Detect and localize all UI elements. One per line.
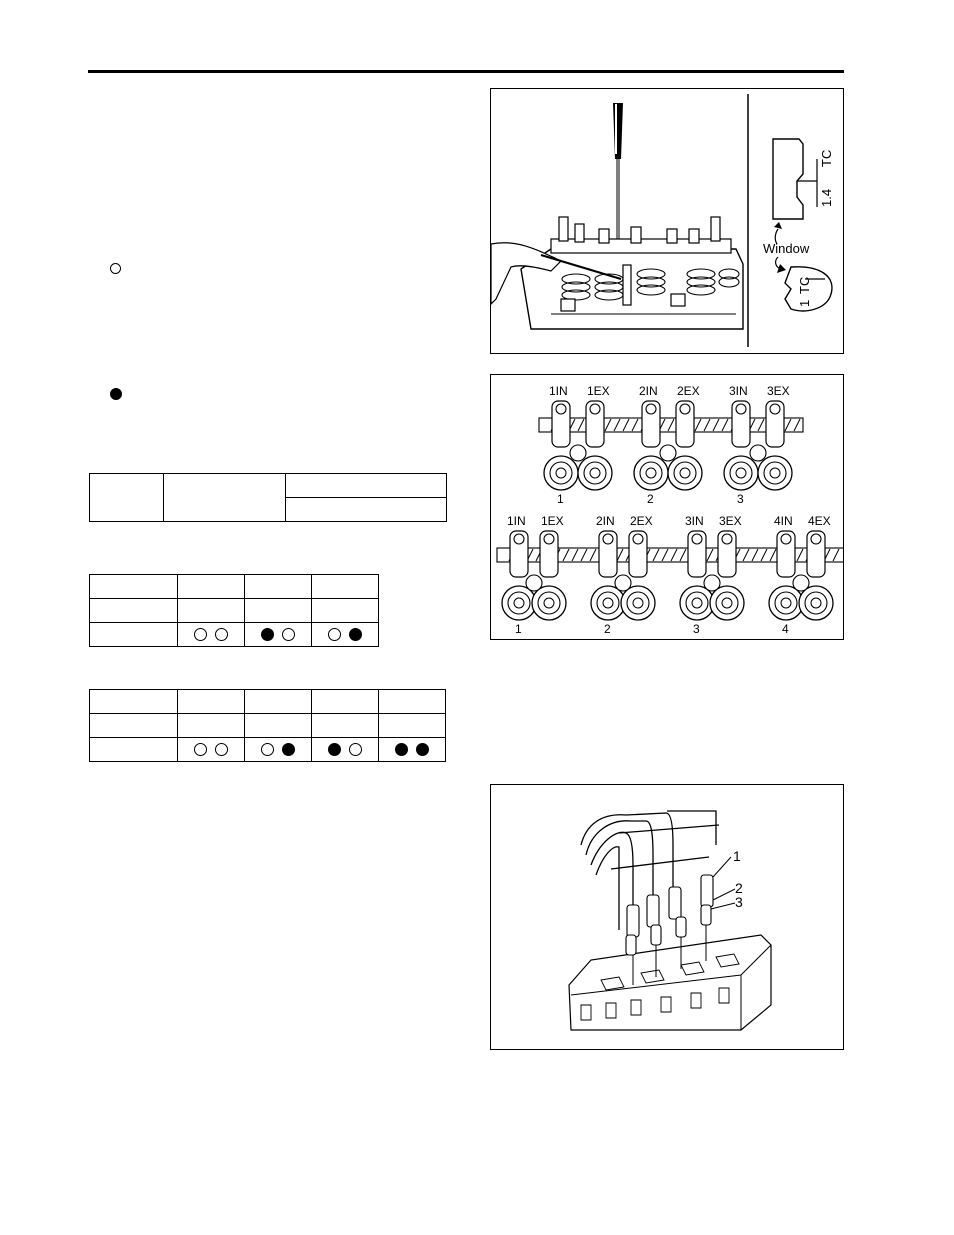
- tc-label: TC: [819, 149, 834, 167]
- valve-stem: [770, 468, 780, 478]
- valve-label: 3EX: [719, 514, 742, 528]
- cylinder-number: 3: [737, 492, 744, 506]
- four-cylinder-valve-table: [89, 689, 446, 762]
- table-cell: [245, 599, 312, 623]
- figure-timing-check: [490, 88, 844, 354]
- adjuster-screw: [590, 404, 600, 414]
- open-circle-icon: [349, 743, 362, 756]
- table-cell: [90, 690, 178, 714]
- figure-rocker-layout: [490, 374, 844, 640]
- filled-circle-icon: [416, 743, 429, 756]
- callout-label: 2: [735, 880, 743, 896]
- cylinder-number: 4: [782, 622, 789, 636]
- cylinder-one-label: 1: [797, 299, 812, 307]
- valve-stem: [633, 598, 643, 608]
- table-cell: [379, 714, 446, 738]
- valve-label: 1EX: [587, 384, 610, 398]
- valve-label: 1EX: [541, 514, 564, 528]
- cylinder-number: 2: [604, 622, 611, 636]
- spec-cell: [286, 474, 447, 498]
- callout-label: 1: [733, 848, 741, 864]
- valve-label: 1IN: [549, 384, 568, 398]
- valve-stem: [692, 598, 702, 608]
- table-cell: [90, 738, 178, 762]
- valve-label: 2EX: [677, 384, 700, 398]
- adjuster-screw: [556, 404, 566, 414]
- table-cell: [379, 690, 446, 714]
- mark-cell: [312, 738, 379, 762]
- valve-stem: [603, 598, 613, 608]
- table-cell: [90, 714, 178, 738]
- open-circle-icon: [194, 628, 207, 641]
- valve-stem: [736, 468, 746, 478]
- three-cylinder-valve-table: [89, 574, 379, 647]
- table-cell: [245, 714, 312, 738]
- spec-cell: [164, 474, 286, 522]
- cylinder-number: 1: [515, 622, 522, 636]
- open-circle-icon: [282, 628, 295, 641]
- pushrod-cup: [750, 445, 766, 461]
- adjuster-screw: [811, 534, 821, 544]
- mark-cell: [245, 738, 312, 762]
- valve-label: 3IN: [685, 514, 704, 528]
- valve-label: 2IN: [596, 514, 615, 528]
- mark-cell: [245, 623, 312, 647]
- mark-cell: [379, 738, 446, 762]
- adjuster-screw: [692, 534, 702, 544]
- adjuster-screw: [722, 534, 732, 544]
- adjuster-screw: [770, 404, 780, 414]
- table-cell: [90, 599, 178, 623]
- table-cell: [245, 690, 312, 714]
- pushrod-cup: [660, 445, 676, 461]
- mark-cell: [178, 623, 245, 647]
- filled-circle-icon: [282, 743, 295, 756]
- pushrod-cup: [615, 575, 631, 591]
- adjuster-screw: [514, 534, 524, 544]
- spec-cell: [90, 474, 164, 522]
- callout-label: 3: [735, 894, 743, 910]
- adjuster-screw: [544, 534, 554, 544]
- open-circle-icon: [194, 743, 207, 756]
- cylinder-number: 1: [557, 492, 564, 506]
- figure-injectors: [490, 784, 844, 1050]
- pushrod-cup: [570, 445, 586, 461]
- marks-row: [90, 738, 446, 762]
- open-circle-icon: [261, 743, 274, 756]
- valve-stem: [722, 598, 732, 608]
- table-cell: [312, 575, 379, 599]
- table-cell: [178, 575, 245, 599]
- valve-stem: [646, 468, 656, 478]
- adjuster-screw: [781, 534, 791, 544]
- timing-check-illustration: [491, 89, 843, 353]
- cylinder-number: 3: [693, 622, 700, 636]
- valve-label: 2EX: [630, 514, 653, 528]
- filled-circle-icon: [395, 743, 408, 756]
- valve-label: 3IN: [729, 384, 748, 398]
- rocker-layout-illustration: [491, 375, 843, 639]
- adjuster-screw: [646, 404, 656, 414]
- table-cell: [312, 690, 379, 714]
- spec-table: [89, 473, 447, 522]
- spec-cell: [286, 498, 447, 522]
- adjuster-screw: [633, 534, 643, 544]
- value-label: 1.4: [819, 188, 834, 207]
- table-cell: [90, 575, 178, 599]
- valve-label: 1IN: [507, 514, 526, 528]
- valve-label: 2IN: [639, 384, 658, 398]
- open-circle-icon: [215, 743, 228, 756]
- pushrod-cup: [526, 575, 542, 591]
- adjuster-screw: [736, 404, 746, 414]
- adjuster-screw: [680, 404, 690, 414]
- header-rule: [88, 70, 844, 73]
- table-cell: [245, 575, 312, 599]
- valve-stem: [556, 468, 566, 478]
- valve-stem: [781, 598, 791, 608]
- window-label: Window: [763, 241, 810, 256]
- pushrod-cup: [793, 575, 809, 591]
- injectors-illustration: [491, 785, 843, 1049]
- table-cell: [178, 714, 245, 738]
- cylinder-number: 2: [647, 492, 654, 506]
- open-circle-icon: [215, 628, 228, 641]
- valve-stem: [544, 598, 554, 608]
- filled-circle-legend-icon: [110, 388, 122, 400]
- adjuster-screw: [603, 534, 613, 544]
- table-cell: [178, 690, 245, 714]
- open-circle-icon: [328, 628, 341, 641]
- open-circle-legend-icon: [110, 263, 121, 274]
- filled-circle-icon: [349, 628, 362, 641]
- marks-row: [90, 623, 379, 647]
- table-cell: [312, 714, 379, 738]
- valve-label: 4EX: [808, 514, 831, 528]
- filled-circle-icon: [261, 628, 274, 641]
- valve-label: 3EX: [767, 384, 790, 398]
- valve-stem: [811, 598, 821, 608]
- valve-stem: [514, 598, 524, 608]
- filled-circle-icon: [328, 743, 341, 756]
- table-cell: [90, 623, 178, 647]
- valve-stem: [680, 468, 690, 478]
- mark-cell: [178, 738, 245, 762]
- mark-cell: [312, 623, 379, 647]
- valve-label: 4IN: [774, 514, 793, 528]
- valve-stem: [590, 468, 600, 478]
- table-cell: [312, 599, 379, 623]
- tc-window-label: TC: [797, 276, 812, 294]
- pushrod-cup: [704, 575, 720, 591]
- table-cell: [178, 599, 245, 623]
